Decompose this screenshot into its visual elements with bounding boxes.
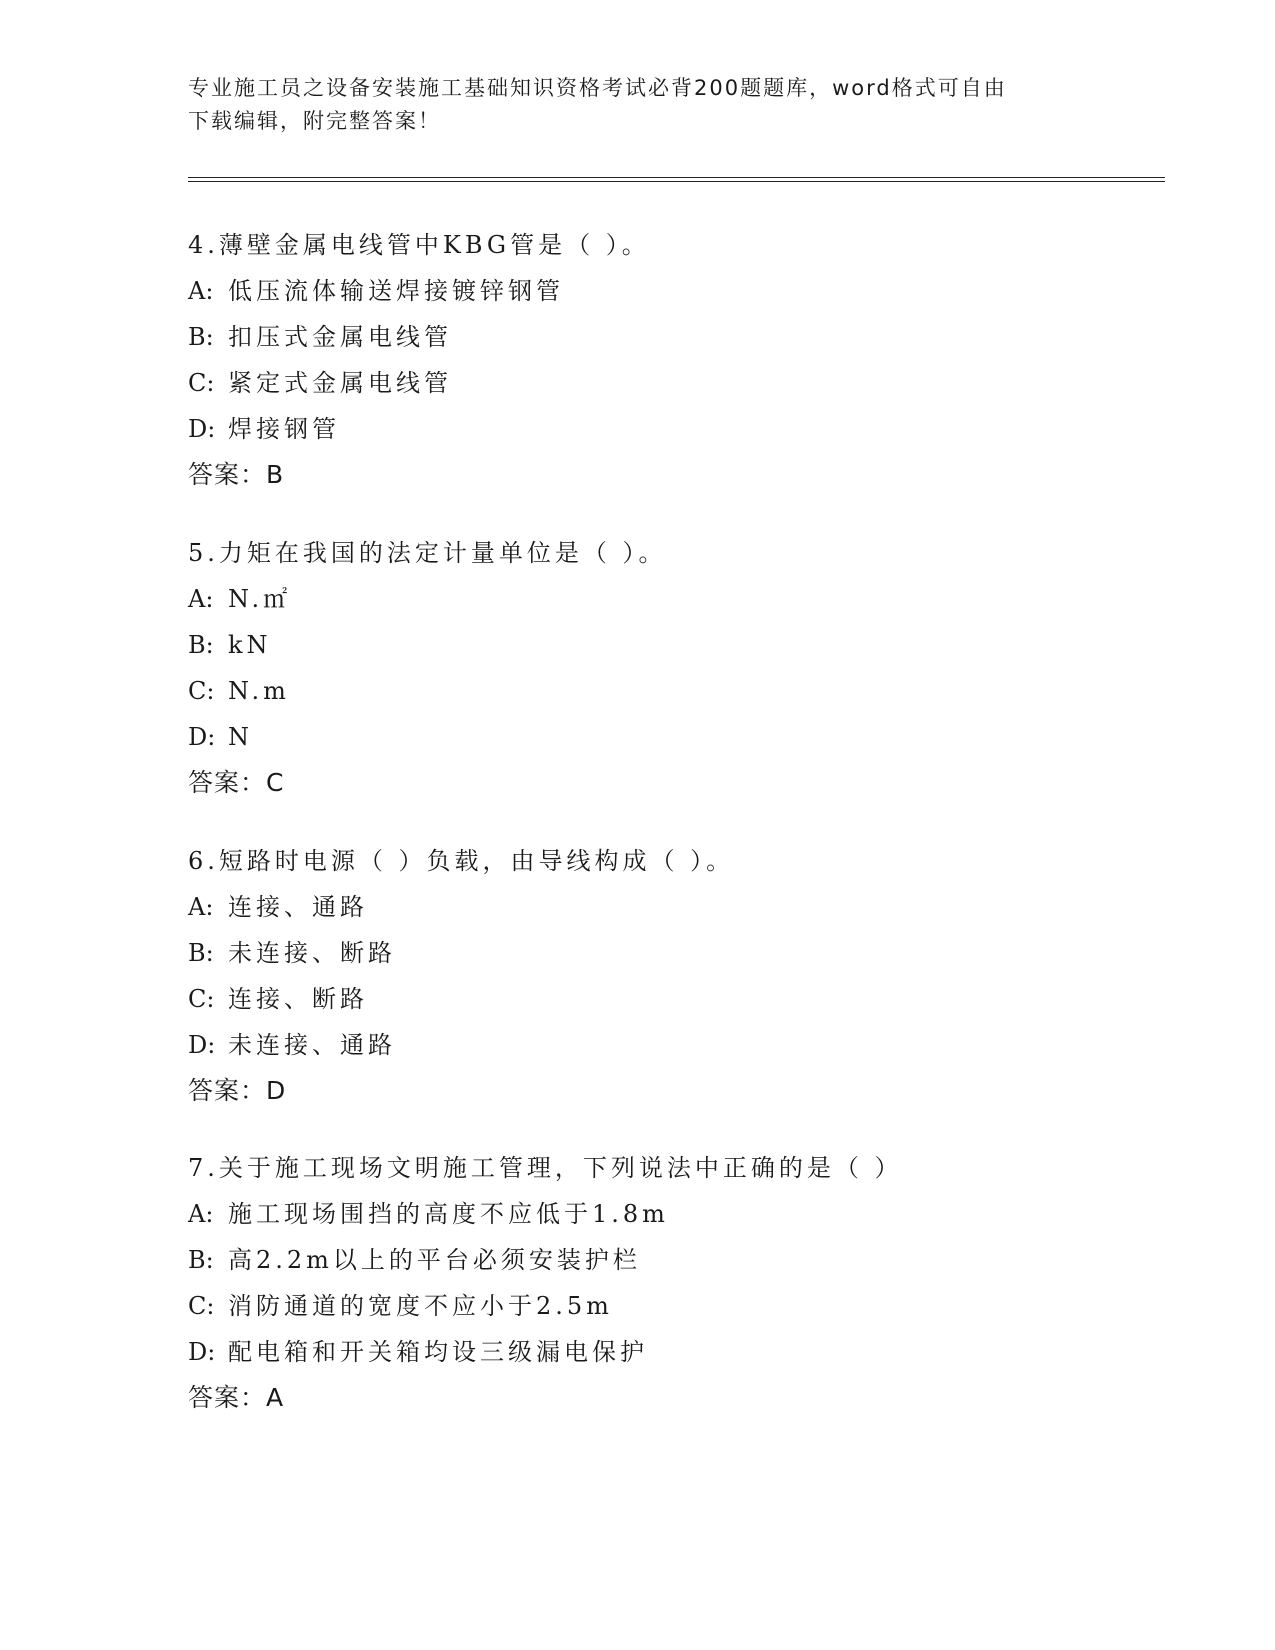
option-d bbox=[188, 1329, 1088, 1375]
option-text: 低压流体输送焊接镀锌钢管 bbox=[228, 277, 564, 305]
option-c bbox=[188, 1283, 1088, 1329]
option-letter: C: bbox=[188, 677, 215, 705]
option-text: 连接、通路 bbox=[228, 893, 368, 921]
option-text: 施工现场围挡的高度不应低于1.8m bbox=[228, 1200, 669, 1228]
question-block bbox=[188, 530, 1088, 806]
option-letter: C: bbox=[188, 1292, 215, 1320]
option-a bbox=[188, 576, 1088, 622]
option-letter: D: bbox=[188, 1031, 216, 1059]
option-text: 扣压式金属电线管 bbox=[228, 323, 452, 351]
option-letter: D: bbox=[188, 415, 216, 443]
option-d bbox=[188, 406, 1088, 452]
header-line-1: 专业施工员之设备安装施工基础知识资格考试必背200题题库，word格式可自由 bbox=[188, 76, 1007, 100]
question-block bbox=[188, 1145, 1088, 1421]
option-text: kN bbox=[228, 631, 272, 659]
option-text: 高2.2m以上的平台必须安装护栏 bbox=[228, 1246, 641, 1274]
answer-line: 答案：D bbox=[188, 1076, 287, 1105]
option-d bbox=[188, 1022, 1088, 1068]
option-c bbox=[188, 668, 1088, 714]
answer-line: 答案：B bbox=[188, 460, 285, 489]
option-letter: B: bbox=[188, 939, 214, 967]
question-stem: 6.短路时电源（ ）负载，由导线构成（ ）。 bbox=[188, 847, 735, 875]
option-text: 消防通道的宽度不应小于2.5m bbox=[228, 1292, 613, 1320]
option-text: N bbox=[228, 723, 253, 751]
option-text: 未连接、断路 bbox=[228, 939, 396, 967]
header-divider bbox=[188, 177, 1165, 182]
option-text: N.㎡ bbox=[228, 585, 292, 613]
option-a bbox=[188, 1191, 1088, 1237]
option-text: 紧定式金属电线管 bbox=[228, 369, 452, 397]
question-stem: 7.关于施工现场文明施工管理，下列说法中正确的是（ ） bbox=[188, 1154, 903, 1182]
option-a bbox=[188, 268, 1088, 314]
option-d bbox=[188, 714, 1088, 760]
option-letter: A: bbox=[188, 277, 214, 305]
option-letter: D: bbox=[188, 723, 216, 751]
option-b bbox=[188, 930, 1088, 976]
option-a bbox=[188, 884, 1088, 930]
option-text: 未连接、通路 bbox=[228, 1031, 396, 1059]
question-stem: 5.力矩在我国的法定计量单位是（ ）。 bbox=[188, 539, 667, 567]
answer-line: 答案：C bbox=[188, 768, 285, 797]
option-text: 焊接钢管 bbox=[228, 415, 340, 443]
question-stem: 4.薄壁金属电线管中KBG管是（ ）。 bbox=[188, 231, 650, 259]
document-header bbox=[188, 72, 1088, 138]
option-letter: A: bbox=[188, 1200, 214, 1228]
header-line-2: 下载编辑，附完整答案！ bbox=[188, 109, 441, 133]
option-letter: C: bbox=[188, 369, 215, 397]
option-letter: B: bbox=[188, 631, 214, 659]
option-text: N.m bbox=[228, 677, 290, 705]
option-b bbox=[188, 622, 1088, 668]
option-letter: C: bbox=[188, 985, 215, 1013]
option-b bbox=[188, 1237, 1088, 1283]
option-letter: B: bbox=[188, 1246, 214, 1274]
question-block bbox=[188, 222, 1088, 498]
option-letter: A: bbox=[188, 585, 214, 613]
answer-line: 答案：A bbox=[188, 1383, 285, 1412]
option-letter: B: bbox=[188, 323, 214, 351]
option-c bbox=[188, 976, 1088, 1022]
option-b bbox=[188, 314, 1088, 360]
option-text: 配电箱和开关箱均设三级漏电保护 bbox=[228, 1338, 648, 1366]
question-block bbox=[188, 838, 1088, 1114]
option-text: 连接、断路 bbox=[228, 985, 368, 1013]
option-c bbox=[188, 360, 1088, 406]
option-letter: D: bbox=[188, 1338, 216, 1366]
option-letter: A: bbox=[188, 893, 214, 921]
